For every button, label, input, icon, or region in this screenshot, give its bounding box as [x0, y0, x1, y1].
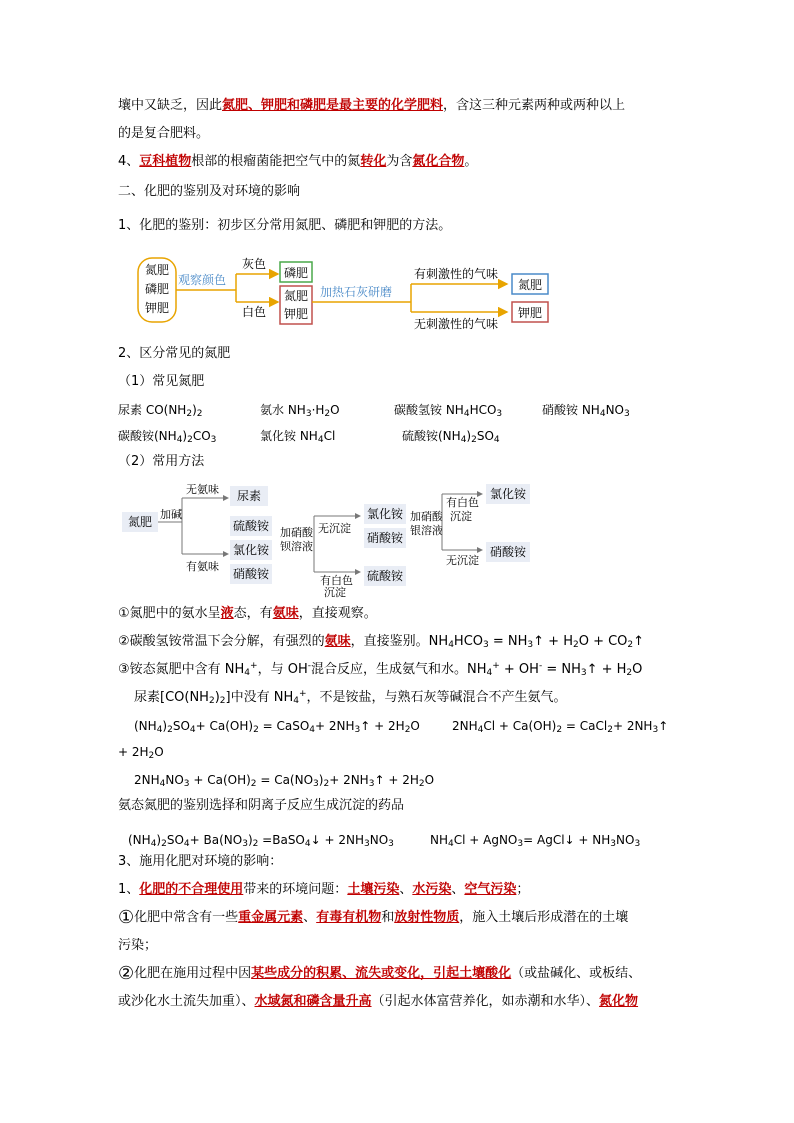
equation: $2NH_4NO_3 + Ca(OH)_2 = Ca(NO_3)_2+$ $2NH_3↑ + 2H_2O$ — [134, 773, 435, 789]
equation: + $2H_2O$ — [118, 745, 164, 761]
paragraph-line: ②化肥在施用过程中因某些成分的积累、流失或变化，引起土壤酸化（或盐碱化、或板结、 — [118, 963, 642, 984]
svg-text:无沉淀: 无沉淀 — [318, 522, 351, 535]
left-label: 钾肥 — [144, 301, 170, 315]
paragraph-line: 4、豆科植物根部的根瘤菌能把空气中的氮转化为含氮化合物。 — [118, 154, 478, 169]
ammonium-sulfate-formula: 硫酸铵$(NH_4)_2SO_4$ — [402, 429, 500, 445]
section-subheading: 2、区分常见的氮肥 — [118, 346, 231, 361]
svg-text:硫酸铵: 硫酸铵 — [366, 569, 404, 583]
svg-text:钾肥: 钾肥 — [283, 307, 309, 321]
ammonium-bicarbonate-formula: 碳酸氢铵 $NH_4HCO_3$ — [394, 403, 503, 419]
ammonium-carbonate-formula: 碳酸铵$(NH_4)_2CO_3$ — [118, 429, 217, 445]
svg-text:磷肥: 磷肥 — [283, 266, 309, 280]
paragraph-line: 1、化肥的不合理使用带来的环境问题：土壤污染、水污染、空气污染； — [118, 882, 530, 897]
paragraph-line: 污染； — [118, 938, 158, 953]
method-line: ③铵态氮肥中含有 $NH_4^+$，与 OH-混合反应，生成氨气和水。$NH_4^+ + OH^-$ = $NH_3↑ + H_2O$ — [118, 661, 643, 678]
ammonia-water-formula: 氨水 $NH_3\cdot H_2O$ — [260, 403, 340, 419]
svg-text:有氨味: 有氨味 — [186, 560, 219, 573]
paragraph-line: 壤中又缺乏，因此氮肥、钾肥和磷肥是最主要的化学肥料，含这三种元素两种或两种以上 — [118, 98, 626, 113]
start-label: 氮肥 — [127, 515, 153, 529]
section-subheading: 1、化肥的鉴别：初步区分常用氮肥、磷肥和钾肥的方法。 — [118, 218, 452, 233]
svg-text:有刺激性的气味: 有刺激性的气味 — [414, 267, 499, 281]
svg-text:无刺激性的气味: 无刺激性的气味 — [414, 317, 499, 331]
paragraph-line: 或沙化水土流失加重）、水域氮和磷含量升高（引起水体富营养化，如赤潮和水华）、氮化物 — [118, 994, 639, 1009]
urea-formula: 尿素 $CO(NH_2)_2$ — [118, 403, 203, 419]
alkali-label: 加碱 — [160, 508, 182, 521]
svg-text:钡溶液: 钡溶液 — [280, 540, 313, 553]
method-line: ②碳酸氢铵常温下会分解，有强烈的氨味，直接鉴别。$NH_4HCO_3$ = $NH_3↑ + H_2O$ + $CO_2↑$ — [118, 634, 645, 650]
equation: $(NH_4)_2SO_4+ Ca(OH)_2$ = CaSO$_4$+ $2NH_3↑ + 2H_2O$ — [134, 719, 420, 735]
paragraph-line: 的是复合肥料。 — [118, 126, 210, 141]
heat-label: 加热石灰研磨 — [320, 285, 393, 299]
section-subheading: 3、施用化肥对环境的影响： — [118, 854, 283, 869]
svg-text:氯化铵: 氯化铵 — [232, 543, 270, 557]
svg-text:氯化铵: 氯化铵 — [489, 487, 527, 501]
left-label: 磷肥 — [144, 282, 170, 296]
method-line: ①氮肥中的氨水呈液态，有氨味，直接观察。 — [118, 606, 377, 621]
svg-text:有白色: 有白色 — [446, 496, 479, 509]
equation: $NH_4Cl$ + AgNO$_3$= AgCl↓ + $NH_3NO_3$ — [430, 833, 641, 849]
svg-text:加硝酸: 加硝酸 — [410, 510, 443, 523]
observe-label: 观察颜色 — [178, 273, 227, 287]
fertilizer-color-diagram — [130, 250, 560, 332]
svg-text:加硝酸: 加硝酸 — [280, 526, 313, 539]
gray-label: 灰色 — [242, 257, 267, 271]
svg-text:硫酸铵: 硫酸铵 — [232, 519, 270, 533]
nitrogen-fertilizer-diagram — [120, 480, 540, 599]
svg-text:银溶液: 银溶液 — [410, 524, 443, 537]
white-label: 白色 — [242, 305, 267, 319]
svg-text:有白色: 有白色 — [320, 574, 353, 587]
paragraph-line: ①化肥中常含有一些重金属元素、有毒有机物和放射性物质，施入土壤后形成潜在的土壤 — [118, 907, 629, 928]
subheading: （1）常见氮肥 — [118, 374, 205, 389]
svg-text:氯化铵: 氯化铵 — [366, 507, 404, 521]
svg-text:硝酸铵: 硝酸铵 — [232, 567, 270, 581]
equation: $2NH_4Cl + Ca(OH)_2$ = CaCl$_2$+ $2NH_3↑$ — [452, 719, 669, 735]
svg-text:钾肥: 钾肥 — [517, 306, 543, 320]
svg-text:氮肥: 氮肥 — [517, 278, 543, 292]
svg-text:硝酸铵: 硝酸铵 — [489, 545, 527, 559]
ammonium-chloride-formula: 氯化铵 $NH_4Cl$ — [260, 429, 336, 445]
svg-text:沉淀: 沉淀 — [450, 510, 472, 523]
ammonium-nitrate-formula: 硝酸铵 $NH_4NO_3$ — [542, 403, 630, 419]
paragraph-line: 氨态氮肥的鉴别选择和阴离子反应生成沉淀的药品 — [118, 798, 405, 813]
subheading: （2）常用方法 — [118, 454, 205, 469]
svg-text:无氨味: 无氨味 — [186, 483, 219, 496]
urea-label: 尿素 — [236, 489, 262, 503]
svg-text:硝酸铵: 硝酸铵 — [366, 531, 404, 545]
section-heading: 二、化肥的鉴别及对环境的影响 — [118, 184, 301, 199]
equation: $(NH_4)_2SO_4+ Ba(NO_3)_2$ =BaSO$_4$↓ + $2NH_3NO_3$ — [128, 833, 394, 849]
svg-text:无沉淀: 无沉淀 — [446, 554, 479, 567]
svg-text:沉淀: 沉淀 — [324, 586, 346, 599]
left-label: 氮肥 — [144, 263, 170, 277]
method-line: 尿素$[CO(NH_2)_2]$中没有 $NH_4^+$，不是铵盐，与熟石灰等碱混合不产生氨气。 — [134, 689, 567, 706]
highlight: 氮肥、钾肥和磷肥是最主要的化学肥料 — [222, 98, 444, 113]
svg-text:氮肥: 氮肥 — [283, 289, 309, 303]
